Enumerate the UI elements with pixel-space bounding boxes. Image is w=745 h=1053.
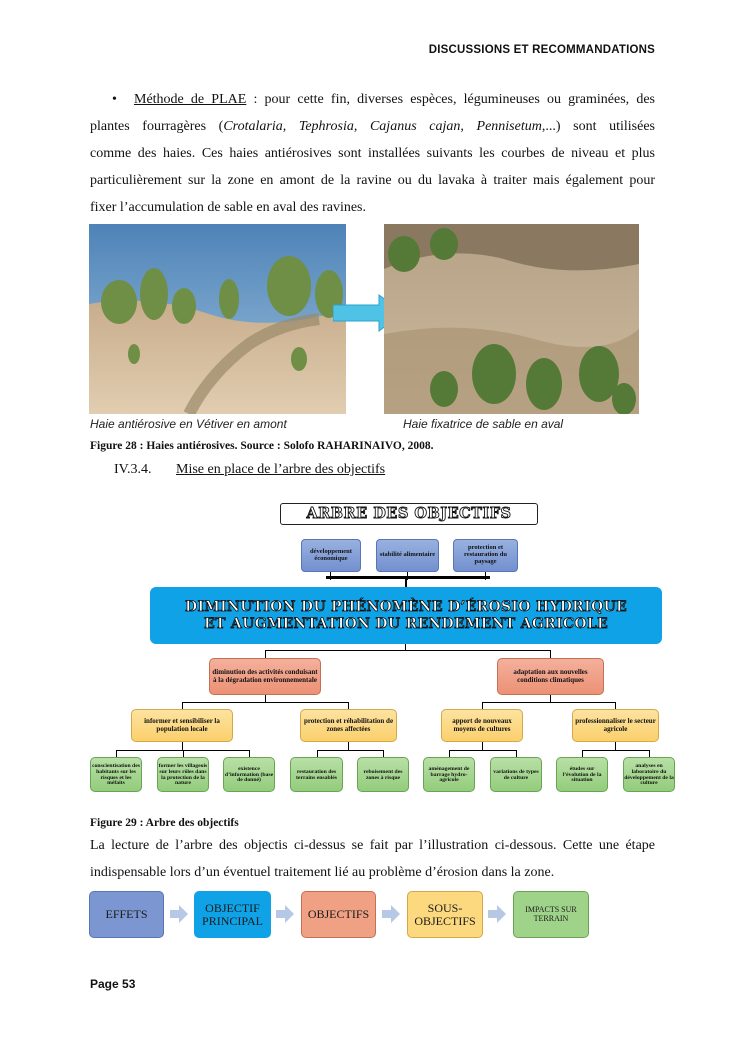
connector — [317, 750, 383, 751]
connector — [449, 750, 516, 751]
section-number: IV.3.4. — [114, 462, 152, 477]
action-box: aménagement de barrage hydro-agricole — [423, 757, 475, 792]
paragraph-text: : pour cette fin, diverses espèces, légumineuses ou graminées, des — [246, 92, 655, 107]
connector — [649, 750, 650, 757]
connector — [183, 750, 184, 757]
action-box: variations de types de culture — [490, 757, 542, 792]
impact-box: stabilité alimentaire — [376, 539, 439, 572]
paragraph-line: comme des haies. Ces haies antiérosives sont installées suivants les courbes de niveau et plus — [90, 146, 655, 161]
paragraph-line: indispensable lors d’un éventuel traitement lié au problème d’érosion dans la zone. — [90, 865, 555, 880]
action-box: restauration des terrains ensablés — [290, 757, 343, 792]
photo-caption-right: Haie fixatrice de sable en aval — [403, 417, 564, 431]
legend-sous-objectifs: SOUS-OBJECTIFS — [407, 891, 483, 938]
connector — [249, 750, 250, 757]
paragraph-line: La lecture de l’arbre des objectis ci-dessus se fait par l’illustration ci-dessous. Cette une étape — [90, 838, 655, 853]
connector — [348, 742, 349, 750]
objective-box: adaptation aux nouvelles conditions climatiques — [497, 658, 604, 695]
page-number: Page 53 — [90, 977, 136, 991]
connector — [582, 750, 649, 751]
paragraph-line — [90, 86, 655, 113]
tree-title: ARBRE DES OBJECTIFS — [280, 503, 538, 525]
action-box: conscientisation des habitants sur les risques et les méfaits — [90, 757, 142, 792]
connector — [405, 579, 407, 587]
objective-box: diminution des activités conduisant à la dégradation environnementale — [209, 658, 321, 695]
impact-box: développement économique — [301, 539, 361, 572]
species-names: Crotalaria, Tephrosia, Cajanus cajan, Pennisetum — [223, 119, 542, 134]
legend-objectifs: OBJECTIFS — [301, 891, 376, 938]
section-heading — [114, 462, 385, 478]
connector — [116, 750, 117, 757]
paragraph-text: plantes fourragères ( — [90, 119, 224, 134]
paragraph-line: particulièrement sur la zone en amont de la ravine ou du lavaka à traiter mais également pour — [90, 173, 655, 188]
photo-vetiver-hedge — [89, 224, 346, 414]
connector — [615, 742, 616, 750]
connector — [516, 750, 517, 757]
paragraph-line — [90, 113, 655, 140]
legend-effets: EFFETS — [89, 891, 164, 938]
section-title: Mise en place de l’arbre des objectifs — [176, 462, 386, 477]
sub-objective-box: protection et réhabilitation de zones affectées — [300, 709, 397, 742]
connector — [482, 702, 615, 703]
paragraph-text: ,...) sont utilisées — [541, 119, 655, 134]
connector — [449, 750, 450, 757]
connector — [182, 702, 183, 709]
action-box: études sur l’évolution de la situation — [556, 757, 608, 792]
sub-objective-box: professionnaliser le secteur agricole — [572, 709, 659, 742]
sub-objective-box: informer et sensibiliser la population locale — [131, 709, 233, 742]
connector — [182, 702, 349, 703]
photo-caption-left: Haie antiérosive en Vétiver en amont — [90, 417, 287, 431]
plae-paragraph — [90, 86, 655, 221]
action-box: analyses en laboratoire du développement de la culture — [623, 757, 675, 792]
connector — [348, 702, 349, 709]
connector — [265, 650, 550, 651]
connector — [383, 750, 384, 757]
connector — [482, 742, 483, 750]
running-header: DISCUSSIONS ET RECOMMANDATIONS — [428, 44, 655, 56]
main-objective: DIMINUTION DU PHÉNOMÈNE D’ÉROSIO HYDRIQUE ET AUGMENTATION DU RENDEMENT AGRICOLE — [150, 587, 662, 644]
photo-sand-fixing-hedge — [384, 224, 639, 414]
legend-impacts: IMPACTS SUR TERRAIN — [513, 891, 589, 938]
figure-29-caption: Figure 29 : Arbre des objectifs — [90, 817, 239, 829]
action-box: reboisement des zones à risque — [357, 757, 409, 792]
connector — [317, 750, 318, 757]
figure-28-caption: Figure 28 : Haies antiérosives. Source : Solofo RAHARINAIVO, 2008. — [90, 440, 434, 452]
connector — [482, 702, 483, 709]
connector — [182, 742, 183, 750]
paragraph-line: fixer l’accumulation de sable en aval des ravines. — [90, 200, 366, 215]
legend-objectif-principal: OBJECTIF PRINCIPAL — [194, 891, 271, 938]
plae-method-link: Méthode de PLAE — [134, 92, 247, 107]
connector — [265, 695, 266, 702]
connector — [615, 702, 616, 709]
connector — [582, 750, 583, 757]
connector — [550, 695, 551, 702]
reading-paragraph — [90, 832, 655, 886]
action-box: former les villageois sur leurs rôles dans la protection de la nature — [157, 757, 209, 792]
connector — [550, 650, 551, 658]
connector — [326, 576, 490, 579]
sub-objective-box: apport de nouveaux moyens de cultures — [441, 709, 523, 742]
impact-box: protection et restauration du paysage — [453, 539, 518, 572]
action-box: existence d’information (base de donné) — [223, 757, 275, 792]
connector — [265, 650, 266, 658]
bullet-icon: • — [112, 92, 117, 107]
